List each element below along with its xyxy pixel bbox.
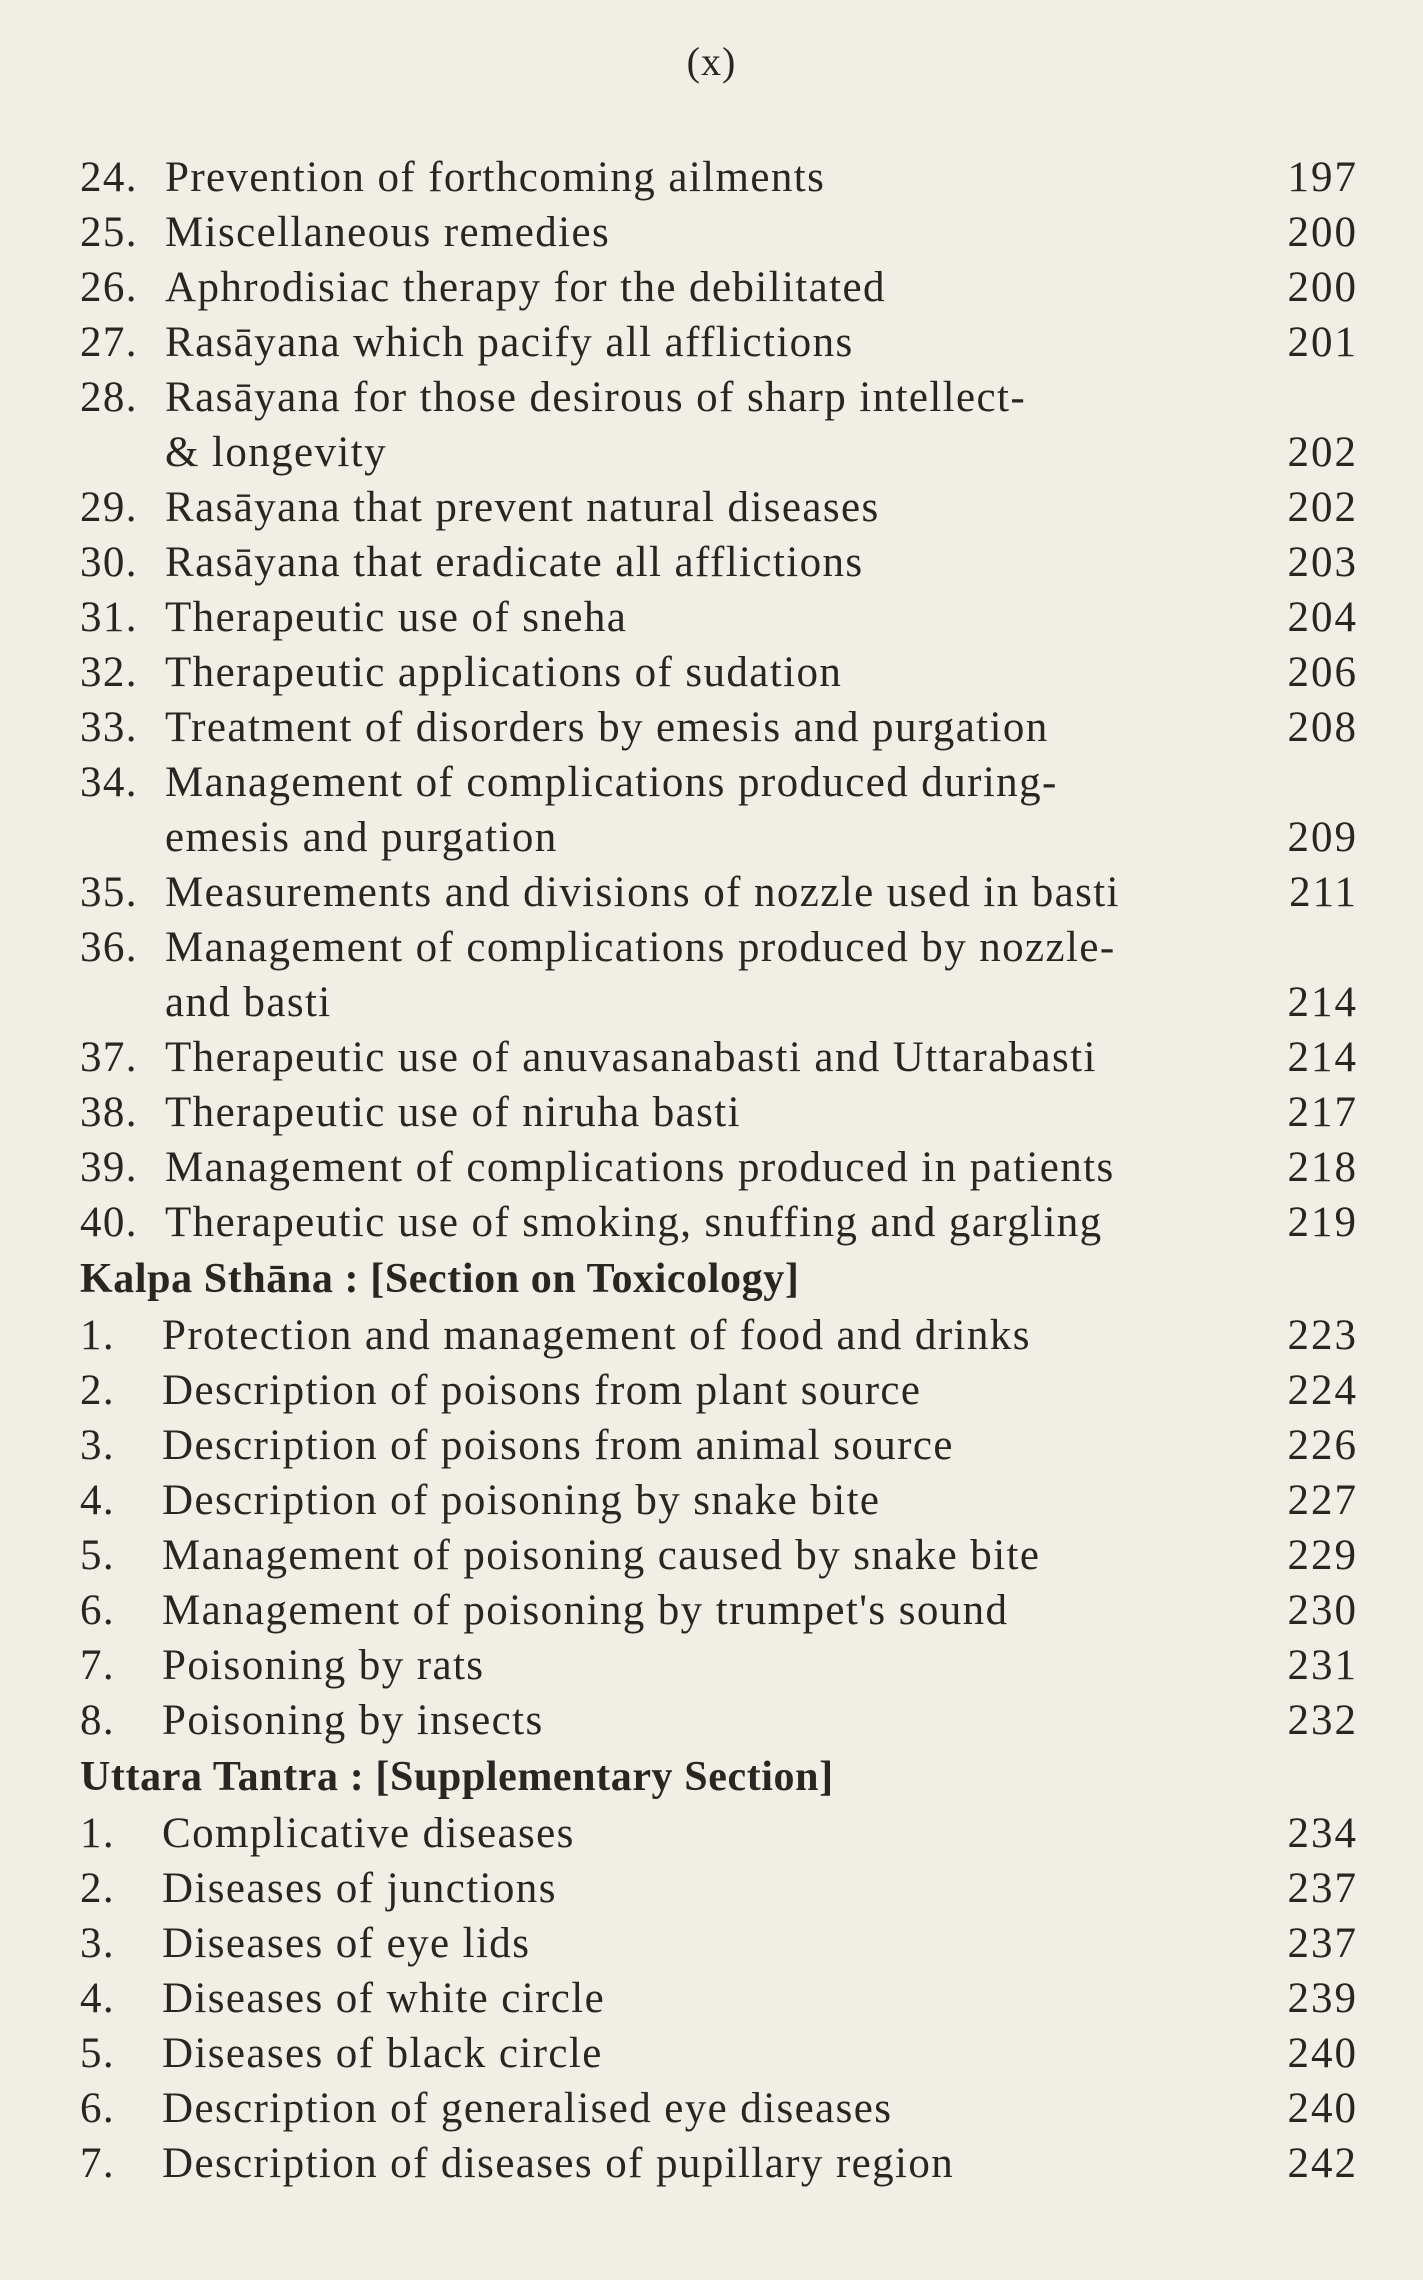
entry-title [165, 700, 1358, 755]
entry-title-line: Diseases of white circle [162, 1975, 606, 2022]
toc-entry [80, 2026, 1358, 2081]
entry-title [165, 315, 1358, 370]
entry-title-line: Therapeutic use of sneha [165, 594, 628, 641]
entry-title-line: Description of generalised eye diseases [162, 2085, 893, 2132]
entry-page-number: 214 [1287, 1034, 1358, 1081]
toc-entry [80, 260, 1358, 315]
toc-entry [80, 865, 1358, 920]
toc-entry [80, 2136, 1358, 2191]
entry-title [165, 1085, 1358, 1140]
entry-title [162, 2026, 1358, 2081]
entry-number: 30. [80, 539, 138, 586]
toc-entry [80, 1030, 1358, 1085]
entry-title-line: Description of poisons from animal source [162, 1422, 954, 1469]
entry-title [165, 205, 1358, 260]
toc-entry [80, 1418, 1358, 1473]
entry-title-line: Management of complications produced by nozzle- [165, 924, 1116, 971]
entry-title-line: Therapeutic use of niruha basti [165, 1089, 741, 1136]
entry-title [165, 590, 1358, 645]
entry-number: 6. [80, 1587, 116, 1634]
entry-number: 40. [80, 1199, 138, 1246]
entry-title-line: Poisoning by insects [162, 1697, 544, 1744]
entry-title-line: Rasāyana that eradicate all afflictions [165, 539, 864, 586]
entry-title-line: Description of diseases of pupillary region [162, 2140, 955, 2187]
entry-title [165, 755, 1358, 865]
entry-title [165, 1030, 1358, 1085]
entry-title [165, 1195, 1358, 1250]
entry-number: 38. [80, 1089, 138, 1136]
entry-title [162, 2081, 1358, 2136]
entry-title [162, 1363, 1358, 1418]
toc-entry [80, 1583, 1358, 1638]
entry-title [162, 1473, 1358, 1528]
entry-title [165, 865, 1358, 920]
entry-title [162, 1971, 1358, 2026]
entry-title-line: Treatment of disorders by emesis and purgation [165, 704, 1049, 751]
toc-entry [80, 1140, 1358, 1195]
toc-entry [80, 1195, 1358, 1250]
toc-entry [80, 1638, 1358, 1693]
entry-page-number: 232 [1287, 1697, 1358, 1744]
entry-page-number: 217 [1287, 1089, 1358, 1136]
toc-entry [80, 150, 1358, 205]
entry-title [165, 150, 1358, 205]
entry-title [165, 480, 1358, 535]
entry-number: 31. [80, 594, 138, 641]
toc-entry [80, 1916, 1358, 1971]
entry-page-number: 234 [1287, 1810, 1358, 1857]
entry-title-line: Therapeutic use of smoking, snuffing and gargling [165, 1199, 1103, 1246]
entry-number: 2. [80, 1865, 116, 1912]
entry-page-number: 202 [1287, 429, 1358, 476]
toc-entry [80, 1528, 1358, 1583]
toc-entry [80, 315, 1358, 370]
toc-entry [80, 920, 1358, 1030]
toc-entry [80, 205, 1358, 260]
uttara-heading: Uttara Tantra : [Supplementary Section] [80, 1754, 834, 1800]
entry-title [162, 1693, 1358, 1748]
toc-entry [80, 1085, 1358, 1140]
toc-entry [80, 645, 1358, 700]
entry-page-number: 200 [1287, 209, 1358, 256]
toc-entry [80, 2081, 1358, 2136]
entry-page-number: 224 [1287, 1367, 1358, 1414]
entry-number: 7. [80, 2140, 116, 2187]
entry-title [162, 1418, 1358, 1473]
entry-number: 6. [80, 2085, 116, 2132]
entry-title-line: Aphrodisiac therapy for the debilitated [165, 264, 886, 311]
entry-page-number: 206 [1287, 649, 1358, 696]
toc-section-continued [80, 150, 1358, 1250]
entry-page-number: 237 [1287, 1920, 1358, 1967]
entry-title-line: Description of poisons from plant source [162, 1367, 922, 1414]
entry-number: 4. [80, 1477, 116, 1524]
entry-title [165, 645, 1358, 700]
entry-number: 2. [80, 1367, 116, 1414]
entry-page-number: 226 [1287, 1422, 1358, 1469]
entry-page-number: 201 [1287, 319, 1358, 366]
entry-number: 26. [80, 264, 138, 311]
entry-title [162, 1916, 1358, 1971]
entry-number: 5. [80, 2030, 116, 2077]
entry-page-number: 218 [1287, 1144, 1358, 1191]
entry-number: 7. [80, 1642, 116, 1689]
entry-title-line: Therapeutic applications of sudation [165, 649, 843, 696]
entry-title-line: Management of poisoning caused by snake bite [162, 1532, 1041, 1579]
entry-page-number: 227 [1287, 1477, 1358, 1524]
entry-title [162, 1861, 1358, 1916]
entry-page-number: 229 [1287, 1532, 1358, 1579]
entry-title [165, 920, 1358, 1030]
toc-entry [80, 370, 1358, 480]
entry-page-number: 197 [1287, 154, 1358, 201]
kalpa-heading: Kalpa Sthāna : [Section on Toxicology] [80, 1256, 800, 1302]
entry-number: 1. [80, 1312, 116, 1359]
toc-entry [80, 1308, 1358, 1363]
entry-title-line: Rasāyana for those desirous of sharp intellect- [165, 374, 1027, 421]
entry-page-number: 209 [1287, 814, 1358, 861]
entry-title [162, 2136, 1358, 2191]
entry-page-number: 230 [1287, 1587, 1358, 1634]
entry-number: 5. [80, 1532, 116, 1579]
page-number: (x) [686, 39, 737, 84]
entry-title-line: Description of poisoning by snake bite [162, 1477, 881, 1524]
entry-number: 8. [80, 1697, 116, 1744]
entry-page-number: 202 [1287, 484, 1358, 531]
entry-page-number: 211 [1289, 869, 1358, 916]
entry-title [165, 535, 1358, 590]
entry-title-line: Prevention of forthcoming ailments [165, 154, 826, 201]
entry-number: 33. [80, 704, 138, 751]
toc-section-uttara [80, 1806, 1358, 2191]
entry-number: 3. [80, 1422, 116, 1469]
entry-title-line: Management of poisoning by trumpet's sound [162, 1587, 1009, 1634]
entry-title [162, 1583, 1358, 1638]
entry-number: 35. [80, 869, 138, 916]
entry-title [162, 1528, 1358, 1583]
entry-page-number: 223 [1287, 1312, 1358, 1359]
entry-title-line: Management of complications produced in patients [165, 1144, 1115, 1191]
entry-page-number: 240 [1287, 2030, 1358, 2077]
entry-page-number: 204 [1287, 594, 1358, 641]
toc-entry [80, 1473, 1358, 1528]
toc-entry [80, 755, 1358, 865]
entry-title-line: Diseases of eye lids [162, 1920, 531, 1967]
entry-number: 1. [80, 1810, 116, 1857]
entry-title [165, 370, 1358, 480]
entry-page-number: 242 [1287, 2140, 1358, 2187]
entry-title [162, 1806, 1358, 1861]
entry-number: 37. [80, 1034, 138, 1081]
entry-number: 27. [80, 319, 138, 366]
entry-title [162, 1308, 1358, 1363]
entry-title-line: Measurements and divisions of nozzle used in basti [165, 869, 1120, 916]
toc-entry [80, 700, 1358, 755]
entry-title-line: Diseases of junctions [162, 1865, 557, 1912]
entry-page-number: 214 [1287, 979, 1358, 1026]
entry-title-line: Poisoning by rats [162, 1642, 485, 1689]
toc-entry [80, 535, 1358, 590]
entry-title [165, 1140, 1358, 1195]
entry-title-line: emesis and purgation [165, 814, 558, 861]
table-of-contents [80, 150, 1358, 2191]
entry-number: 32. [80, 649, 138, 696]
entry-number: 29. [80, 484, 138, 531]
entry-title-line: Protection and management of food and drinks [162, 1312, 1031, 1359]
entry-number: 39. [80, 1144, 138, 1191]
entry-number: 34. [80, 759, 138, 806]
entry-title-line: Miscellaneous remedies [165, 209, 611, 256]
entry-title-line: Rasāyana that prevent natural diseases [165, 484, 880, 531]
toc-section-kalpa [80, 1308, 1358, 1748]
entry-title [162, 1638, 1358, 1693]
entry-title-line: Complicative diseases [162, 1810, 575, 1857]
entry-page-number: 231 [1287, 1642, 1358, 1689]
entry-title-line: Management of complications produced during- [165, 759, 1058, 806]
entry-number: 28. [80, 374, 138, 421]
entry-title-line: and basti [165, 979, 332, 1026]
entry-number: 24. [80, 154, 138, 201]
entry-number: 4. [80, 1975, 116, 2022]
entry-number: 25. [80, 209, 138, 256]
toc-entry [80, 1693, 1358, 1748]
entry-page-number: 200 [1287, 264, 1358, 311]
toc-entry [80, 1806, 1358, 1861]
entry-page-number: 219 [1287, 1199, 1358, 1246]
toc-entry [80, 590, 1358, 645]
toc-entry [80, 1861, 1358, 1916]
entry-page-number: 237 [1287, 1865, 1358, 1912]
entry-title-line: & longevity [165, 429, 388, 476]
entry-number: 3. [80, 1920, 116, 1967]
entry-page-number: 239 [1287, 1975, 1358, 2022]
entry-page-number: 208 [1287, 704, 1358, 751]
entry-title-line: Therapeutic use of anuvasanabasti and Uttarabasti [165, 1034, 1097, 1081]
entry-title-line: Rasāyana which pacify all afflictions [165, 319, 854, 366]
toc-entry [80, 480, 1358, 535]
entry-title [165, 260, 1358, 315]
entry-number: 36. [80, 924, 138, 971]
entry-title-line: Diseases of black circle [162, 2030, 603, 2077]
toc-entry [80, 1363, 1358, 1418]
entry-page-number: 203 [1287, 539, 1358, 586]
entry-page-number: 240 [1287, 2085, 1358, 2132]
toc-entry [80, 1971, 1358, 2026]
